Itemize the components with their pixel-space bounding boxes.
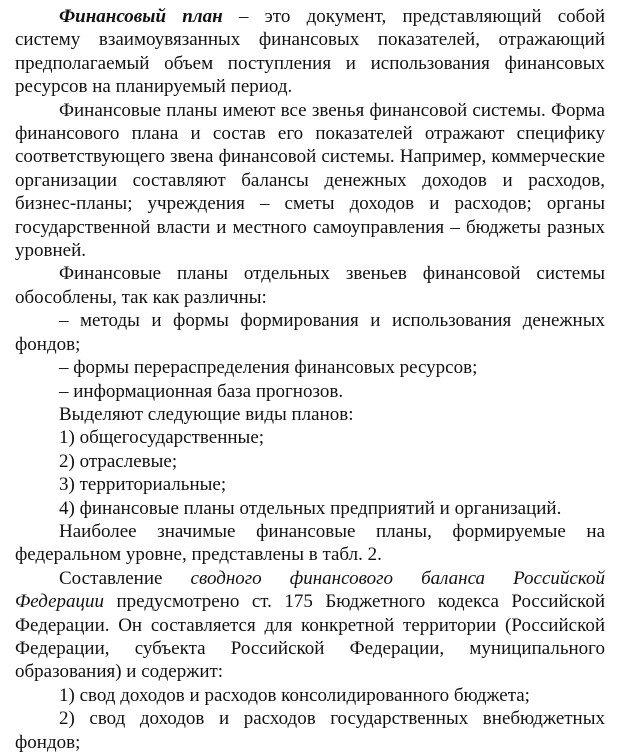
- definition-text: – это документ, представляющий собой систему взаимоувязанных финансовых показателей, отражающий предполагаемый объем поступления и использования финансовых ресурсов на планируемый период.: [15, 6, 606, 98]
- numbered-list-item: 1) свод доходов и расходов консолидированного бюджета;: [59, 684, 530, 706]
- term-consolidated-balance: сводного финансового баланса Российской Федерации: [15, 567, 605, 613]
- paragraph-definition: [15, 5, 605, 99]
- paragraph-financial-system: Финансовые планы имеют все звенья финансовой системы. Форма финансового плана и состав его показателей отражают специфику соответствующего звена финансовой системы. Например, коммерческие организации составляют балансы денежных доходов и расходов, бизнес-планы; учреждения – сметы доходов и расходов; органы государственной власти и местного самоуправления – бюджеты разных уровней.: [15, 99, 605, 262]
- numbered-list-item: 1) общегосударственные;: [59, 427, 265, 449]
- balance-text-before: Составление: [59, 567, 191, 589]
- dash-list-item: – методы и формы формирования и использования денежных фондов;: [15, 310, 605, 355]
- paragraph-plan-types-intro: Выделяют следующие виды планов:: [59, 403, 354, 425]
- numbered-list-item: 2) отраслевые;: [59, 450, 178, 472]
- numbered-list-item: 4) финансовые планы отдельных предприятий и организаций.: [59, 497, 562, 519]
- paragraph-separate-plans: Финансовые планы отдельных звеньев финансовой системы обособлены, так как различны:: [15, 263, 605, 308]
- dash-list-item: – формы перераспределения финансовых ресурсов;: [59, 357, 478, 379]
- paragraph-consolidated-balance: [15, 567, 605, 684]
- numbered-list-item: 3) территориальные;: [59, 474, 227, 496]
- term-financial-plan: Финансовый план: [59, 6, 223, 27]
- numbered-list-item: 2) свод доходов и расходов государственных внебюджетных фондов;: [15, 708, 605, 753]
- balance-text-after: предусмотрено ст. 175 Бюджетного кодекса Российской Федерации. Он составляется для конкретной территории (Российской Федерации, субъекта Российской Федерации, муниципального образования) и содержит:: [15, 591, 605, 683]
- dash-list-item: – информационная база прогнозов.: [59, 380, 344, 402]
- paragraph-federal-plans: Наиболее значимые финансовые планы, формируемые на федеральном уровне, представлены в табл. 2.: [15, 520, 605, 566]
